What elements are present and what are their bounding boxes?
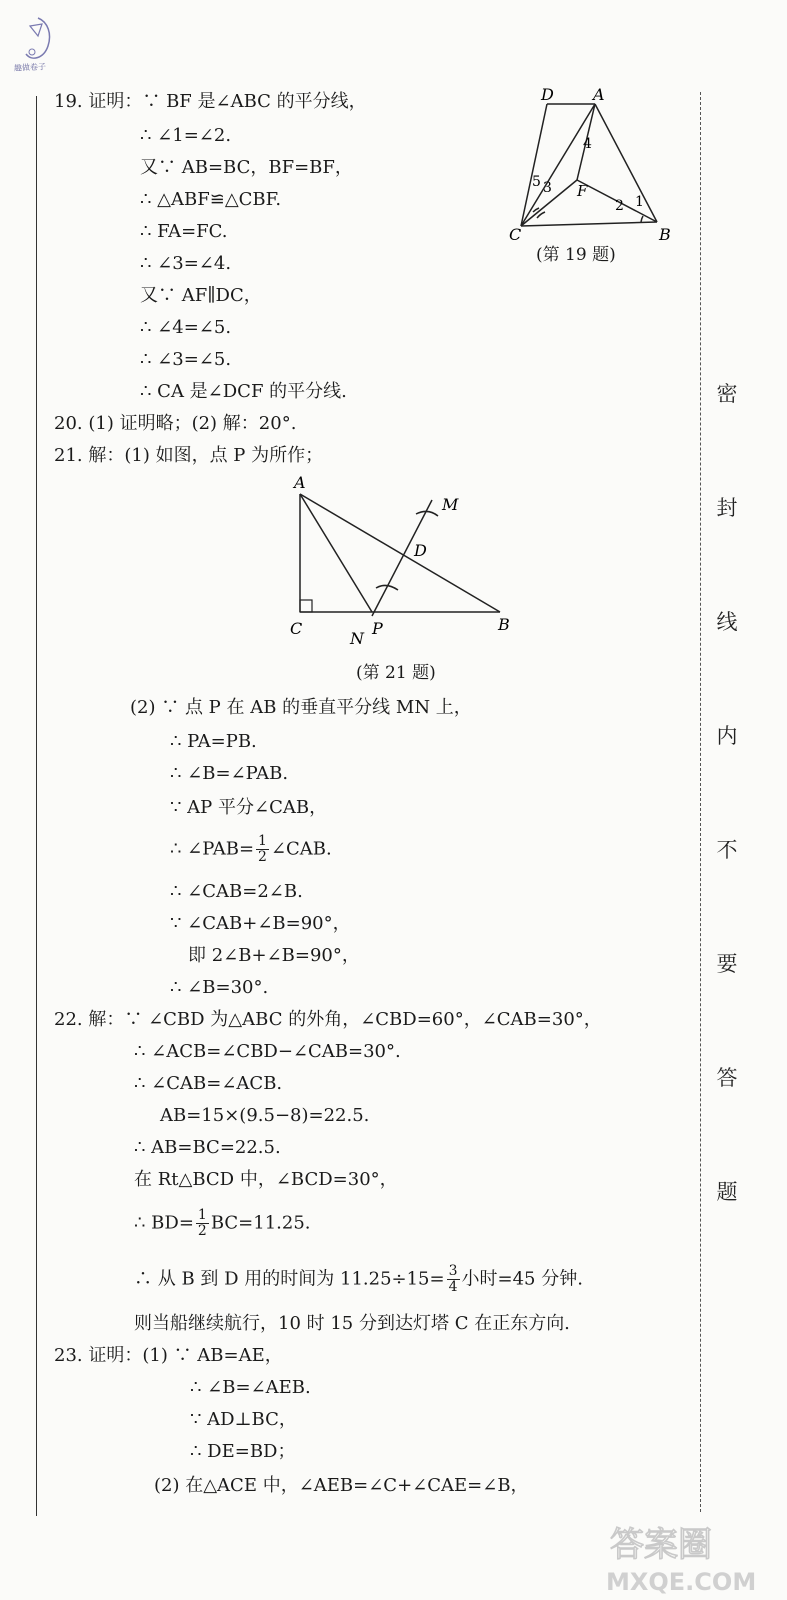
seal-char: 内 bbox=[716, 724, 738, 748]
text-line: ∴ ∠1=∠2. bbox=[140, 125, 232, 146]
fig21-label-P: P bbox=[372, 619, 383, 638]
seal-dashed-line bbox=[700, 92, 701, 1512]
seal-char: 线 bbox=[716, 610, 738, 634]
text-line: ∵ AD⊥BC， bbox=[190, 1409, 297, 1430]
text-part: 小时=45 分钟. bbox=[461, 1268, 583, 1290]
fraction-numerator: 1 bbox=[197, 1207, 207, 1223]
seal-char: 要 bbox=[716, 952, 738, 976]
fig19-label-B: B bbox=[659, 225, 671, 242]
watermark-url: MXQE.COM bbox=[606, 1568, 757, 1596]
text-line: (2) ∵ 点 P 在 AB 的垂直平分线 MN 上， bbox=[130, 697, 472, 718]
watermark-title: 答案圈 bbox=[610, 1525, 712, 1565]
fig21-label-C: C bbox=[290, 619, 303, 638]
text-part: ∴ BD= bbox=[134, 1212, 194, 1234]
fig21-label-D: D bbox=[414, 541, 427, 560]
text-line: 21. 解：(1) 如图，点 P 为所作； bbox=[54, 445, 324, 466]
text-line: ∴ ∠B=∠PAB. bbox=[170, 763, 289, 784]
text-line: 20. (1) 证明略；(2) 解：20°. bbox=[54, 413, 297, 434]
fraction-line bbox=[170, 834, 332, 865]
fraction-denominator: 2 bbox=[197, 1223, 207, 1239]
logo-caption: 趣做卷子 bbox=[13, 62, 47, 73]
fig19-label-D: D bbox=[541, 85, 554, 104]
fig19-angle-3: 3 bbox=[543, 180, 552, 196]
fig19-angle-2: 2 bbox=[615, 198, 624, 214]
figure-19 bbox=[505, 82, 685, 242]
fig19-label-A: A bbox=[593, 85, 605, 104]
text-line: 19. 证明：∵ BF 是∠ABC 的平分线， bbox=[54, 91, 367, 112]
fraction-numerator: 3 bbox=[448, 1263, 458, 1279]
text-part: ∠CAB. bbox=[270, 838, 332, 860]
fig19-label-C: C bbox=[509, 225, 522, 242]
seal-char: 密 bbox=[716, 382, 738, 406]
text-line: ∴ ∠B=∠AEB. bbox=[190, 1377, 311, 1398]
fraction-half bbox=[196, 1208, 209, 1239]
text-line: ∴ △ABF≌△CBF. bbox=[140, 189, 282, 210]
fraction-three-quarters bbox=[447, 1264, 460, 1295]
text-line: 23. 证明：(1) ∵ AB=AE， bbox=[54, 1345, 283, 1366]
text-line: 22. 解：∵ ∠CBD 为△ABC 的外角，∠CBD=60°，∠CAB=30°， bbox=[54, 1009, 602, 1030]
seal-char: 不 bbox=[716, 838, 738, 862]
text-line: ∴ ∠3=∠4. bbox=[140, 253, 232, 274]
text-line: AB=15×(9.5−8)=22.5. bbox=[160, 1105, 370, 1126]
text-line: ∴ FA=FC. bbox=[140, 221, 228, 242]
fig19-angle-4: 4 bbox=[583, 136, 592, 152]
text-line: 在 Rt△BCD 中，∠BCD=30°， bbox=[134, 1169, 398, 1190]
text-line: 又∵ AB=BC，BF=BF， bbox=[140, 157, 353, 178]
seal-char: 封 bbox=[716, 496, 738, 520]
fig21-label-A: A bbox=[294, 473, 306, 492]
text-line: 则当船继续航行，10 时 15 分到达灯塔 C 在正东方向. bbox=[134, 1313, 570, 1334]
figure-21 bbox=[286, 470, 536, 648]
fraction-line bbox=[134, 1208, 311, 1239]
text-part: BC=11.25. bbox=[210, 1212, 311, 1234]
fig19-angle-1: 1 bbox=[635, 194, 644, 210]
fig21-label-B: B bbox=[498, 615, 510, 634]
text-line: 即 2∠B+∠B=90°， bbox=[188, 945, 360, 966]
fig21-label-N: N bbox=[350, 629, 364, 648]
text-line: ∴ ∠CAB=2∠B. bbox=[170, 881, 303, 902]
text-line: ∴ PA=PB. bbox=[170, 731, 257, 752]
text-line: ∵ ∠CAB+∠B=90°， bbox=[170, 913, 351, 934]
text-part: ∴ ∠PAB= bbox=[170, 838, 255, 860]
figure-19-caption: (第 19 题) bbox=[536, 245, 616, 265]
text-line: ∴ ∠3=∠5. bbox=[140, 349, 232, 370]
site-watermark bbox=[598, 1518, 783, 1596]
fraction-numerator: 1 bbox=[258, 833, 267, 849]
fraction-denominator: 2 bbox=[258, 849, 267, 865]
text-line: (2) 在△ACE 中，∠AEB=∠C+∠CAE=∠B， bbox=[154, 1475, 529, 1496]
fig21-label-M: M bbox=[442, 495, 459, 514]
seal-char: 题 bbox=[716, 1180, 738, 1204]
text-line: ∴ AB=BC=22.5. bbox=[134, 1137, 281, 1158]
fig19-label-F: F bbox=[577, 182, 588, 200]
text-line: ∴ ∠B=30°. bbox=[170, 977, 269, 998]
fraction-half bbox=[256, 834, 269, 865]
fraction-denominator: 4 bbox=[448, 1279, 458, 1295]
fraction-line bbox=[134, 1264, 583, 1295]
left-margin-rule bbox=[36, 96, 37, 1516]
text-line: ∴ CA 是∠DCF 的平分线. bbox=[140, 381, 347, 402]
text-line: ∴ ∠ACB=∠CBD−∠CAB=30°. bbox=[134, 1041, 401, 1062]
text-line: ∴ ∠4=∠5. bbox=[140, 317, 232, 338]
seal-char: 答 bbox=[716, 1066, 738, 1090]
text-line: ∴ ∠CAB=∠ACB. bbox=[134, 1073, 283, 1094]
text-line: ∵ AP 平分∠CAB， bbox=[170, 797, 328, 818]
figure-21-caption: (第 21 题) bbox=[356, 663, 436, 683]
text-line: ∴ DE=BD； bbox=[190, 1441, 296, 1462]
text-line: 又∵ AF∥DC， bbox=[140, 285, 262, 306]
fig19-angle-5: 5 bbox=[532, 174, 541, 190]
text-part: ∴ 从 B 到 D 用的时间为 11.25÷15= bbox=[134, 1268, 445, 1290]
